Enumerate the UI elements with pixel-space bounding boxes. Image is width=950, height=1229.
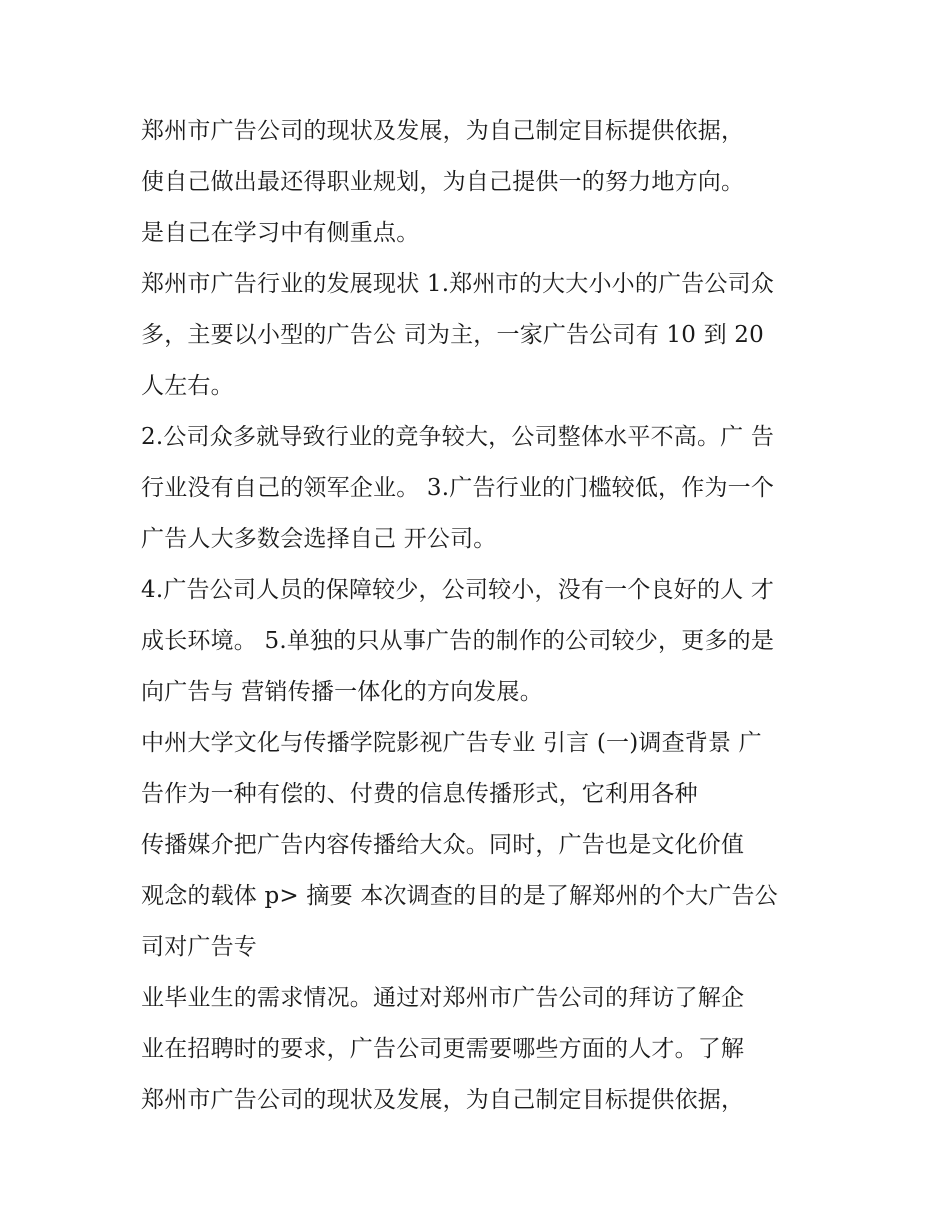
text-line: 成长环境。 5.单独的只从事广告的制作的公司较少，更多的是: [141, 628, 775, 654]
text-line: 4.广告公司人员的保障较少，公司较小，没有一个良好的人 才: [141, 577, 775, 603]
text-line: 多，主要以小型的广告公 司为主，一家广告公司有 10 到 20: [141, 322, 764, 348]
text-line: 郑州市广告行业的发展现状 1.郑州市的大大小小的广告公司众: [141, 271, 775, 297]
text-line: 业毕业生的需求情况。通过对郑州市广告公司的拜访了解企: [141, 985, 745, 1011]
text-line: 人左右。: [141, 373, 234, 399]
text-line: 告作为一种有偿的、付费的信息传播形式，它利用各种: [141, 781, 698, 807]
text-line: 观念的载体 p> 摘要 本次调查的目的是了解郑州的个大广告公: [141, 883, 778, 909]
text-line: 2.公司众多就导致行业的竞争较大，公司整体水平不高。广 告: [141, 424, 775, 450]
text-line: 行业没有自己的领军企业。 3.广告行业的门槛较低，作为一个: [141, 475, 775, 501]
text-line: 广告人大多数会选择自己 开公司。: [141, 526, 497, 552]
text-line: 业在招聘时的要求，广告公司更需要哪些方面的人才。了解: [141, 1036, 745, 1062]
text-line: 郑州市广告公司的现状及发展，为自己制定目标提供依据，: [141, 1087, 745, 1113]
text-line: 使自己做出最还得职业规划，为自己提供一的努力地方向。: [141, 169, 745, 195]
text-line: 中州大学文化与传播学院影视广告专业 引言 (一)调查背景 广: [141, 730, 762, 756]
document-body: [141, 106, 831, 1126]
text-line: 司对广告专: [141, 934, 257, 960]
text-line: 向广告与 营销传播一体化的方向发展。: [141, 679, 543, 705]
text-line: 郑州市广告公司的现状及发展，为自己制定目标提供依据，: [141, 118, 745, 144]
text-line: 是自己在学习中有侧重点。: [141, 220, 420, 246]
text-line: 传播媒介把广告内容传播给大众。同时，广告也是文化价值: [141, 832, 745, 858]
